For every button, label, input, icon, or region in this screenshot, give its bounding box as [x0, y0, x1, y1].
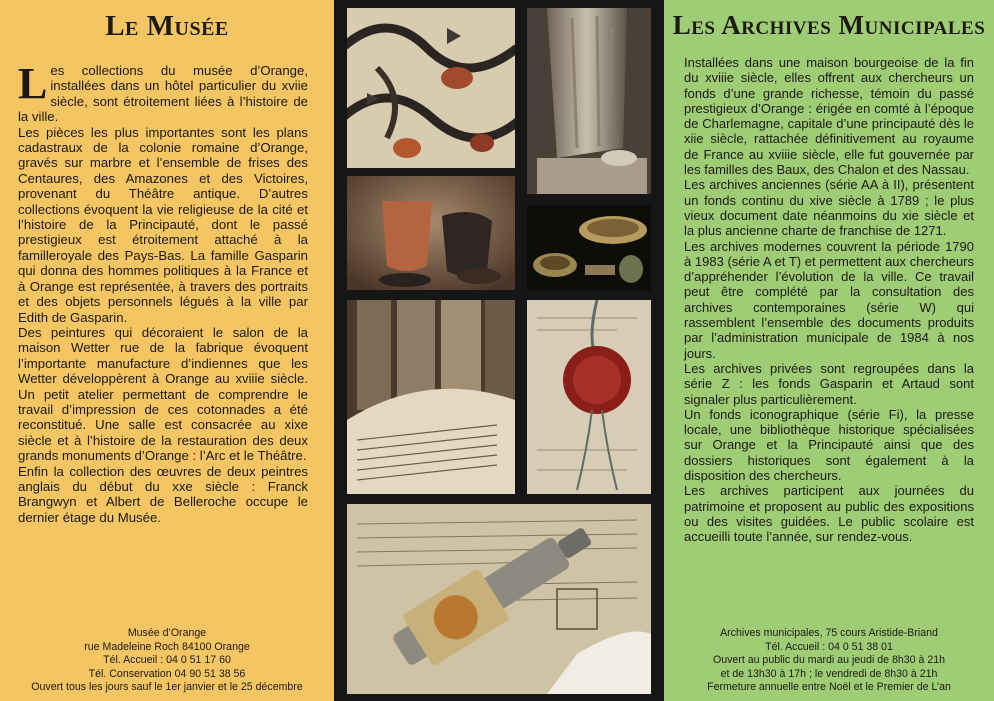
archives-paragraph: Un fonds iconographique (série Fi), la presse locale, une bibliothèque historique spécialisées sur Orange et la Principauté ainsi que des dossiers historiques sont également à la disposition des chercheurs. — [684, 406, 974, 484]
archives-paragraph: Les archives modernes couvrent la période 1790 à 1983 (série A et T) et permettent aux chercheurs d’appréhender l’évolution de la ville. Ce travail peut être complété par la consultation des archives contemporaines (série W) qui rassemblent l’ensemble des documents produits par l’administration municipale de 1984 à nos jours. — [684, 238, 974, 361]
scroll-case-photo — [347, 504, 651, 694]
musee-phone: Tél. Accueil : 04 0 51 17 60 — [103, 654, 231, 667]
archives-opening-hours: Ouvert au public du mardi au jeudi de 8h30 à 21h — [712, 654, 946, 667]
archives-title: Les Archives Municipales — [672, 10, 986, 40]
old-books-photo — [347, 300, 515, 494]
musee-panel — [0, 0, 334, 701]
archives-paragraph: Les archives anciennes (série AA à II), présentent un fonds continu du xive siècle à 1789 ; le plus vieux document date néanmoins du xie siècle et la plus ancienne charte de franchise de 1271. — [684, 177, 974, 239]
musee-paragraph: Des peintures qui décoraient le salon de la maison Wetter rue de la fabrique évoquent l’importante manufacture d’indiennes que les Wetter développèrent à Orange au xviiie siècle. Un petit atelier permettant de comprendre le travail d’impression de ces cotonnades a été reconstitué. Une salle est consacrée au xixe siècle et à l’histoire de la restauration des deux grands monuments d’Orange : l’Arc et le Théâtre. — [18, 324, 308, 464]
pottery-photo — [347, 176, 515, 290]
archives-annual-closure: Fermeture annuelle entre Noël et le Premier de L’an — [707, 681, 951, 694]
musee-contact — [0, 627, 334, 695]
archives-paragraph: Les archives privées sont regroupées dans la série Z : les fonds Gasparin et Artaud sont signaler plus particulièrement. — [684, 360, 974, 407]
archives-text — [684, 55, 974, 545]
statue-photo — [527, 8, 651, 194]
archives-opening-hours-2: et de 13h30 à 17h ; le vendredi de 8h30 à 21h — [720, 667, 938, 680]
musee-text — [18, 59, 308, 525]
musee-phone-conservation: Tél. Conservation 04 90 51 38 56 — [88, 667, 246, 680]
archives-paragraph: Installées dans une maison bourgeoise de la fin du xviiie siècle, elles offrent aux chercheurs un fonds d’une grande richesse, témoin du passé prestigieux d’Orange : érigée en comté à l’époque de Charlemagne, capitale d’une principauté dès le xiie siècle, rattachée définitivement au royaume de France au xviiie siècle, elle fut gouvernée par les familles des Baux, des Chalon et des Nassau. — [684, 55, 974, 178]
musee-paragraph: Les pièces les plus importantes sont les plans cadastraux de la colonie romaine d’Orange, gravés sur marbre et l’ensemble de frises des Centaures, des Amazones et des Victoires, provenant du Théâtre antique. D’autres collections évoquent la vie religieuse de la cité et l’histoire de la Principauté, dont le passé prestigieux est étroitement attaché à la familleroyale des Pays-Bas. La famille Gasparin qui donna des hommes politiques à la France et à Orange est représentée, à travers des portraits et des objets personnels légués à la ville par Edith de Gasparin. — [18, 124, 308, 325]
archives-phone: Tél. Accueil : 04 0 51 38 01 — [765, 640, 893, 653]
bronze-vessels-photo — [527, 205, 651, 290]
musee-address: rue Madeleine Roch 84100 Orange — [84, 640, 250, 653]
musee-paragraph: Les collections du musée d’Orange, installées dans un hôtel particulier du xviie siècle, sont étroitement liées à l’histoire de la ville. — [18, 59, 308, 125]
archives-paragraph: Les archives participent aux journées du patrimoine et proposent au public des expositions ou des visites guidées. Le public scolaire est accueilli toute l’année, sur rendez-vous. — [684, 483, 974, 545]
musee-paragraph: Enfin la collection des œuvres de deux peintres anglais du début du xxe siècle : Franck Brangwyn et Albert de Belleroche occupe le dernier étage du Musée. — [18, 463, 308, 525]
archives-address: Archives municipales, 75 cours Aristide-Briand — [720, 627, 938, 639]
dropcap: L — [18, 59, 48, 108]
wax-seal-photo — [527, 300, 651, 494]
archives-panel — [664, 0, 994, 701]
musee-title: Le Musée — [105, 10, 229, 42]
mosaic-photo — [347, 8, 515, 168]
photo-column — [334, 0, 664, 701]
musee-name: Musée d’Orange — [127, 627, 207, 639]
archives-contact — [664, 627, 994, 695]
musee-opening-hours: Ouvert tous les jours sauf le 1er janvier et le 25 décembre — [31, 681, 303, 694]
